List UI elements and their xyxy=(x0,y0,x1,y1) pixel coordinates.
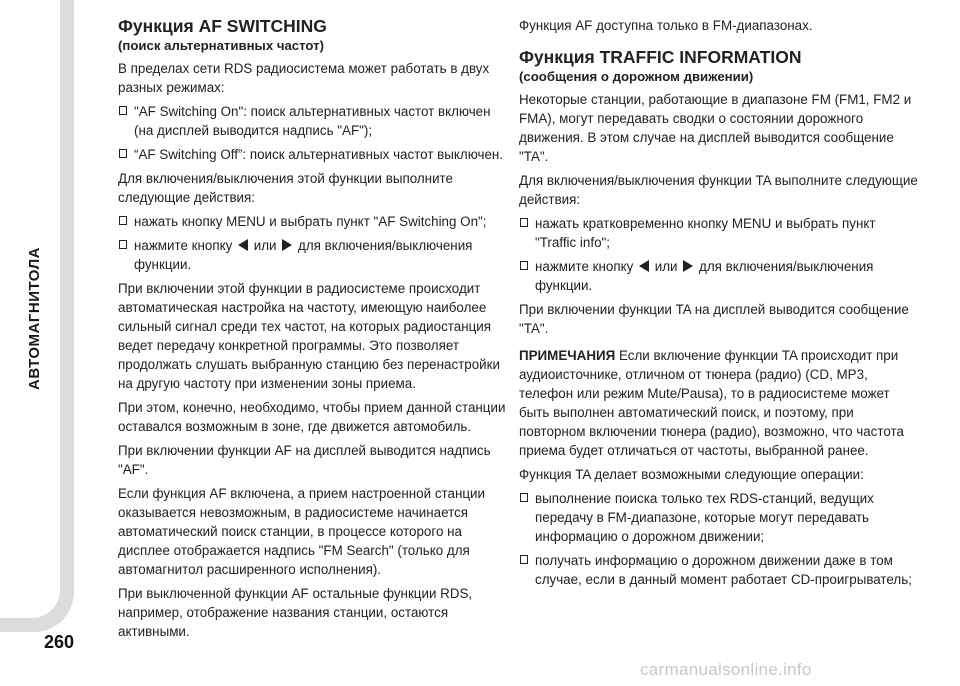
paragraph: Если функция AF включена, а прием настроенной станции оказывается невозможным, в радиосистеме начинается автоматический поиск станции, в процессе которого на дисплее отображается надпись "FM Search" (только для автомагнитол расширенного исполнения). xyxy=(118,486,485,577)
paragraph: Для включения/выключения функции TA выполните следующие действия: xyxy=(519,173,918,207)
left-arrow-icon xyxy=(639,260,649,272)
note-paragraph: ПРИМЕЧАНИЯ Если включение функции TA происходит при аудиоисточнике, отличном от тюнера (радио) (CD, MP3, телефон или режим Mute/Pausa), то в радиосистеме может быть выполнен автоматический поиск, и поэтому, при повторном включении тюнера (радио), возможно, что частота приема будет отличаться от частоты, выбранной ранее. xyxy=(519,348,904,458)
paragraph: Функция AF доступна только в FM-диапазонах. xyxy=(519,18,813,33)
paragraph: При включении функции AF на дисплей выводится надпись "AF". xyxy=(118,443,491,477)
list-item: "AF Switching On": поиск альтернативных частот включен (на дисплей выводится надпись "AF"); xyxy=(118,102,513,140)
checkbox-bullet-icon xyxy=(520,493,528,502)
note-title: ПРИМЕЧАНИЯ xyxy=(519,348,616,363)
checkbox-bullet-icon xyxy=(520,218,528,227)
watermark: carmanualsonline.info xyxy=(640,660,812,679)
left-column xyxy=(118,16,513,646)
checkbox-bullet-icon xyxy=(520,261,528,270)
checkbox-bullet-icon xyxy=(119,149,127,158)
paragraph: Некоторые станции, работающие в диапазоне FM (FM1, FM2 и FMA), могут передавать сводки о состоянии дорожного движения. В этом случае на дисплей выводится сообщение "TA". xyxy=(519,92,912,164)
paragraph: Функция TA делает возможными следующие операции: xyxy=(519,467,864,482)
checkbox-bullet-icon xyxy=(119,216,127,225)
af-switching-subtitle: (поиск альтернативных частот) xyxy=(118,38,325,53)
list-item: нажмите кнопку или для включения/выключения функции. xyxy=(118,236,513,274)
list-item: нажмите кнопку или для включения/выключения функции. xyxy=(519,257,919,295)
list-item: нажать кнопку MENU и выбрать пункт "AF Switching On"; xyxy=(118,212,513,231)
traffic-information-subtitle: (сообщения о дорожном движении) xyxy=(519,69,754,84)
list-item: выполнение поиска только тех RDS-станций, ведущих передачу в FM-диапазоне, которые могут передавать информацию о дорожном движении; xyxy=(519,489,919,546)
list-item: “AF Switching Off”: поиск альтернативных частот выключен. xyxy=(118,145,513,164)
paragraph: При этом, конечно, необходимо, чтобы прием данной станции оставался возможным в зоне, где движется автомобиль. xyxy=(118,400,506,434)
list-item: нажать кратковременно кнопку MENU и выбрать пункт "Traffic info"; xyxy=(519,214,919,252)
right-arrow-icon xyxy=(683,260,693,272)
paragraph: При включении этой функции в радиосистеме происходит автоматическая настройка на частоту, имеющую наиболее сильный сигнал среди тех частот, на которых радиостанция ведет передачу конкретной программы. Это позволяет продолжать слушать выбранную станцию без перенастройки на другую частоту при изменении зоны приема. xyxy=(118,281,500,391)
list-item: получать информацию о дорожном движении даже в том случае, если в данный момент работает CD-проигрыватель; xyxy=(519,551,919,589)
paragraph: Для включения/выключения этой функции выполните следующие действия: xyxy=(118,171,453,205)
checkbox-bullet-icon xyxy=(520,555,528,564)
left-arrow-icon xyxy=(238,239,248,251)
af-switching-title: Функция AF SWITCHING xyxy=(118,16,327,36)
right-column xyxy=(519,16,919,594)
traffic-information-title: Функция TRAFFIC INFORMATION xyxy=(519,47,802,67)
paragraph: При выключенной функции AF остальные функции RDS, например, отображение названия станции, остаются активными. xyxy=(118,586,473,639)
right-arrow-icon xyxy=(282,239,292,251)
checkbox-bullet-icon xyxy=(119,106,127,115)
paragraph: При включении функции TA на дисплей выводится сообщение "TA". xyxy=(519,302,909,336)
checkbox-bullet-icon xyxy=(119,240,127,249)
paragraph: В пределах сети RDS радиосистема может работать в двух разных режимах: xyxy=(118,61,490,95)
section-label: АВТОМАГНИТОЛА xyxy=(26,247,43,390)
page-number: 260 xyxy=(44,632,75,652)
